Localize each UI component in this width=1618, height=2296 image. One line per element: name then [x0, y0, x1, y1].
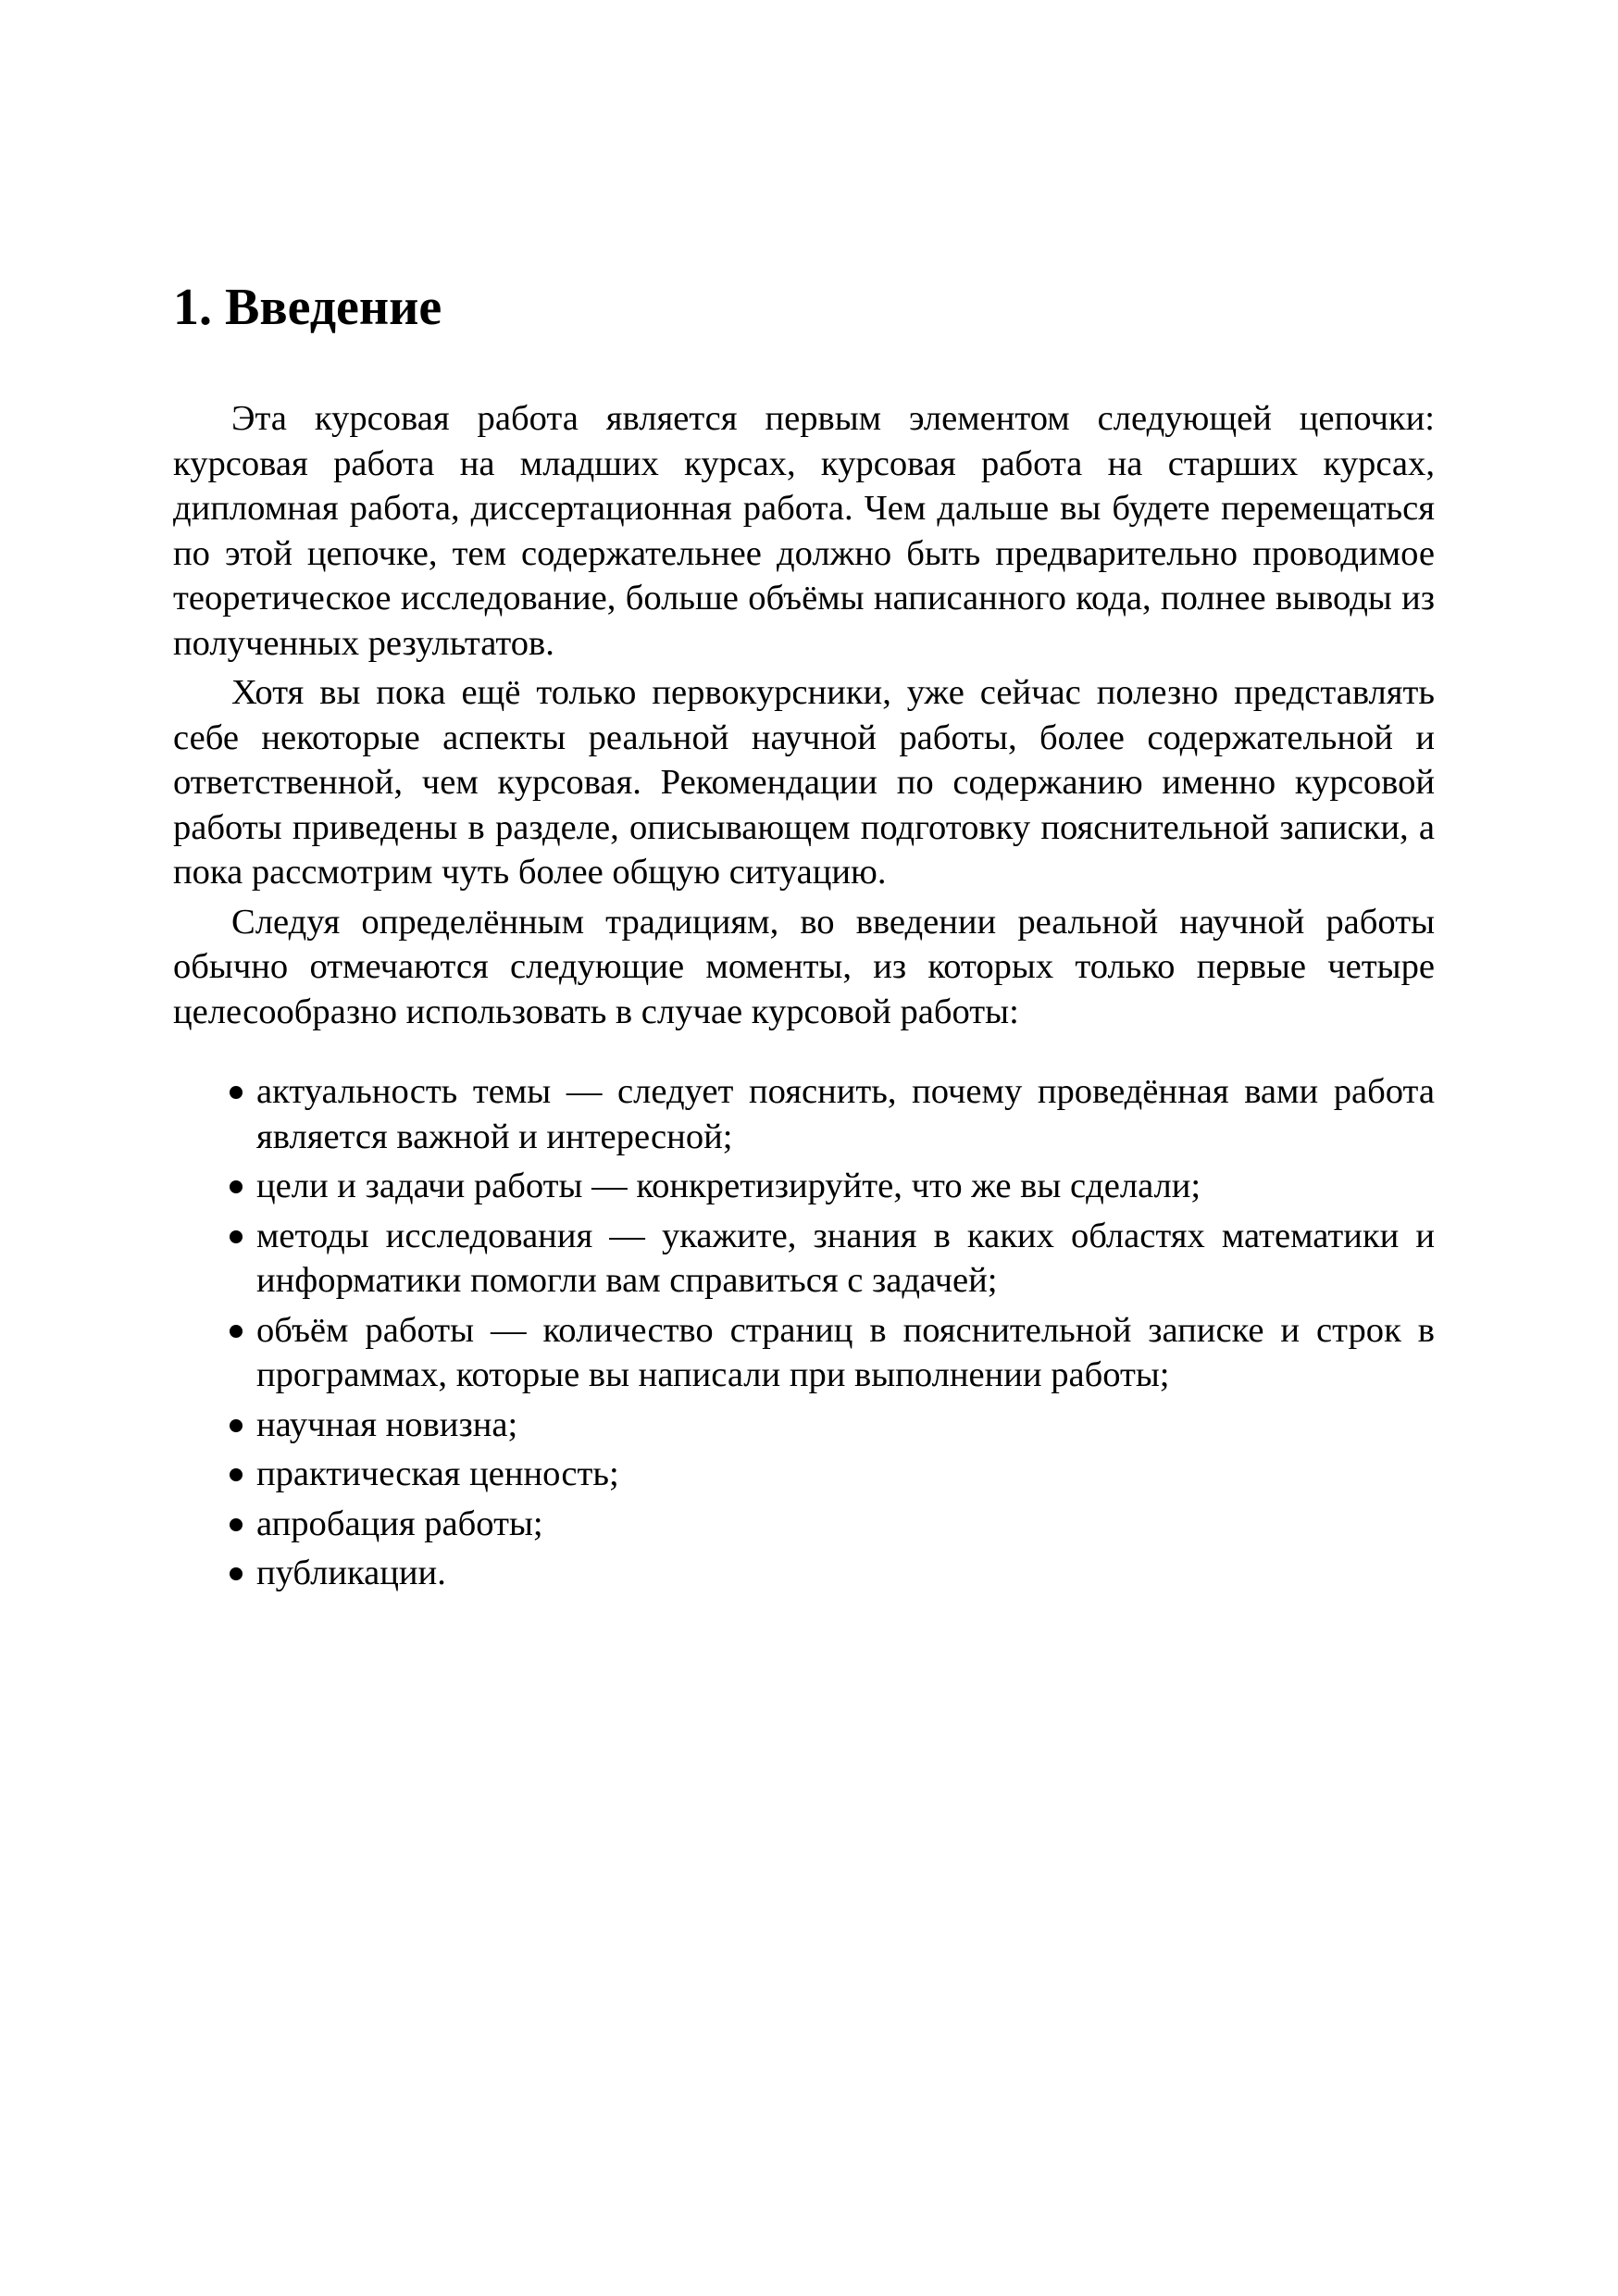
list-item — [173, 1308, 1435, 1398]
list-item — [173, 1403, 1435, 1448]
bullet-dot-icon — [227, 1452, 245, 1497]
list-item-text: актуальность темы — следует пояснить, почему проведённая вами работа является важной и интересной; — [256, 1072, 1435, 1156]
bullet-dot-icon — [227, 1551, 245, 1596]
paragraph-traditions: Следуя определённым традициям, во введении реальной научной работы обычно отмечаются следующие моменты, из которых только первые четыре целесообразно использовать в случае курсовой работы: — [173, 902, 1435, 1031]
bullet-dot-icon — [227, 1308, 245, 1354]
bullet-dot-icon — [227, 1164, 245, 1209]
document-page — [173, 0, 1435, 2296]
list-item-text: методы исследования — укажите, знания в каких областях математики и информатики помогли вам справиться с задачей; — [256, 1216, 1435, 1300]
bullet-dot-icon — [227, 1214, 245, 1259]
paragraph-aspects: Хотя вы пока ещё только первокурсники, уже сейчас полезно представлять себе некоторые аспекты реальной научной работы, более содержательной и ответственной, чем курсовая. Рекомендации по содержанию именно курсовой работы приведены в разделе, описывающем подготовку пояснительной записки, а пока рассмотрим чуть более общую ситуацию. — [173, 673, 1435, 892]
section-title: 1. Введение — [173, 279, 442, 336]
list-item — [173, 1452, 1435, 1497]
paragraph-intro: Эта курсовая работа является первым элементом следующей цепочки: курсовая работа на младших курсах, курсовая работа на старших курсах, дипломная работа, диссертационная работа. Чем дальше вы будете перемещаться по этой цепочке, тем содержательнее должно быть предварительно проводимое теоретическое исследование, больше объёмы написанного кода, полнее выводы из полученных результатов. — [173, 399, 1435, 663]
list-item — [173, 1214, 1435, 1304]
list-item-text: научная новизна; — [256, 1404, 518, 1444]
bullet-list — [173, 1069, 1435, 1596]
list-item — [173, 1069, 1435, 1159]
list-item — [173, 1164, 1435, 1209]
bullet-dot-icon — [227, 1502, 245, 1547]
bullet-dot-icon — [227, 1069, 245, 1115]
list-item-text: апробация работы; — [256, 1504, 543, 1543]
list-item-text: практическая ценность; — [256, 1454, 619, 1493]
list-item-text: публикации. — [256, 1554, 446, 1592]
bullet-dot-icon — [227, 1403, 245, 1448]
body-text — [173, 396, 1435, 1601]
list-item-text: объём работы — количество страниц в пояснительной записке и строк в программах, которые вы написали при выполнении работы; — [256, 1310, 1435, 1394]
list-item — [173, 1551, 1435, 1596]
list-item-text: цели и задачи работы — конкретизируйте, что же вы сделали; — [256, 1167, 1201, 1205]
list-item — [173, 1502, 1435, 1547]
